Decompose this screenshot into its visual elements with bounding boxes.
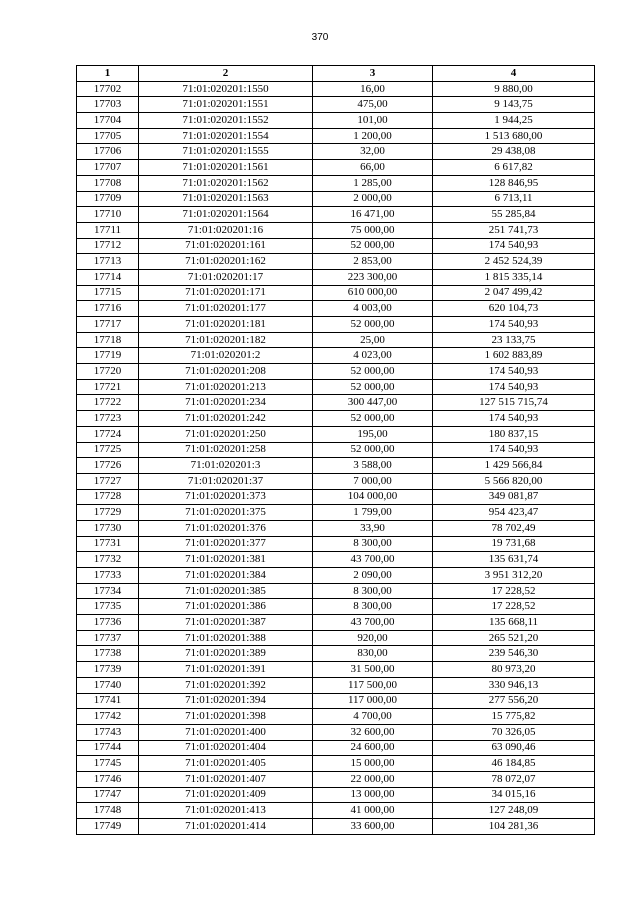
table-row	[77, 662, 595, 678]
row-number-cell: 17719	[77, 348, 139, 364]
cadastral-value-cell: 954 423,47	[433, 505, 595, 521]
column-header-4: 4	[433, 66, 595, 82]
cadastral-number-cell: 71:01:020201:387	[139, 615, 313, 631]
table-row	[77, 175, 595, 191]
cadastral-number-cell: 71:01:020201:377	[139, 536, 313, 552]
row-number-cell: 17743	[77, 724, 139, 740]
cadastral-number-cell: 71:01:020201:161	[139, 238, 313, 254]
cadastral-value-cell: 128 846,95	[433, 175, 595, 191]
row-number-cell: 17748	[77, 803, 139, 819]
page-number: 370	[311, 32, 329, 43]
area-cell: 195,00	[313, 426, 433, 442]
table-row	[77, 709, 595, 725]
column-header-2: 2	[139, 66, 313, 82]
cadastral-value-cell: 174 540,93	[433, 364, 595, 380]
cadastral-value-cell: 2 047 499,42	[433, 285, 595, 301]
area-cell: 2 090,00	[313, 568, 433, 584]
row-number-cell: 17749	[77, 819, 139, 835]
row-number-cell: 17737	[77, 630, 139, 646]
row-number-cell: 17741	[77, 693, 139, 709]
area-cell: 41 000,00	[313, 803, 433, 819]
cadastral-number-cell: 71:01:020201:2	[139, 348, 313, 364]
area-cell: 8 300,00	[313, 583, 433, 599]
area-cell: 4 003,00	[313, 301, 433, 317]
cadastral-number-cell: 71:01:020201:182	[139, 332, 313, 348]
cadastral-value-cell: 104 281,36	[433, 819, 595, 835]
table-row	[77, 568, 595, 584]
area-cell: 52 000,00	[313, 442, 433, 458]
area-cell: 52 000,00	[313, 238, 433, 254]
cadastral-number-cell: 71:01:020201:1564	[139, 207, 313, 223]
cadastral-value-cell: 15 775,82	[433, 709, 595, 725]
cadastral-value-cell: 251 741,73	[433, 222, 595, 238]
table-row	[77, 693, 595, 709]
cadastral-number-cell: 71:01:020201:389	[139, 646, 313, 662]
cadastral-value-cell: 1 429 566,84	[433, 458, 595, 474]
cadastral-value-cell: 78 702,49	[433, 520, 595, 536]
row-number-cell: 17725	[77, 442, 139, 458]
table-row	[77, 787, 595, 803]
area-cell: 3 588,00	[313, 458, 433, 474]
cadastral-value-cell: 9 880,00	[433, 81, 595, 97]
cadastral-value-cell: 17 228,52	[433, 583, 595, 599]
cadastral-value-cell: 19 731,68	[433, 536, 595, 552]
cadastral-value-cell: 277 556,20	[433, 693, 595, 709]
cadastral-value-cell: 135 668,11	[433, 615, 595, 631]
cadastral-number-cell: 71:01:020201:376	[139, 520, 313, 536]
cadastral-value-cell: 265 521,20	[433, 630, 595, 646]
row-number-cell: 17734	[77, 583, 139, 599]
row-number-cell: 17744	[77, 740, 139, 756]
cadastral-number-cell: 71:01:020201:375	[139, 505, 313, 521]
area-cell: 300 447,00	[313, 395, 433, 411]
table-row	[77, 191, 595, 207]
cadastral-number-cell: 71:01:020201:181	[139, 317, 313, 333]
cadastral-value-cell: 23 133,75	[433, 332, 595, 348]
cadastral-value-cell: 1 815 335,14	[433, 269, 595, 285]
row-number-cell: 17726	[77, 458, 139, 474]
row-number-cell: 17732	[77, 552, 139, 568]
table-row	[77, 395, 595, 411]
cadastral-value-cell: 127 515 715,74	[433, 395, 595, 411]
area-cell: 610 000,00	[313, 285, 433, 301]
row-number-cell: 17716	[77, 301, 139, 317]
area-cell: 4 700,00	[313, 709, 433, 725]
table-row	[77, 238, 595, 254]
cadastral-value-cell: 80 973,20	[433, 662, 595, 678]
cadastral-number-cell: 71:01:020201:384	[139, 568, 313, 584]
cadastral-value-cell: 17 228,52	[433, 599, 595, 615]
area-cell: 31 500,00	[313, 662, 433, 678]
cadastral-number-cell: 71:01:020201:1550	[139, 81, 313, 97]
cadastral-value-cell: 135 631,74	[433, 552, 595, 568]
cadastral-number-cell: 71:01:020201:407	[139, 771, 313, 787]
table-body	[77, 81, 595, 834]
area-cell: 33,90	[313, 520, 433, 536]
area-cell: 117 500,00	[313, 677, 433, 693]
row-number-cell: 17710	[77, 207, 139, 223]
table-row	[77, 113, 595, 129]
cadastral-number-cell: 71:01:020201:409	[139, 787, 313, 803]
cadastral-number-cell: 71:01:020201:177	[139, 301, 313, 317]
table-row	[77, 254, 595, 270]
cadastral-value-cell: 174 540,93	[433, 411, 595, 427]
area-cell: 920,00	[313, 630, 433, 646]
row-number-cell: 17717	[77, 317, 139, 333]
cadastral-value-cell: 174 540,93	[433, 379, 595, 395]
area-cell: 7 000,00	[313, 473, 433, 489]
table-row	[77, 411, 595, 427]
cadastral-number-cell: 71:01:020201:171	[139, 285, 313, 301]
table-row	[77, 756, 595, 772]
cadastral-number-cell: 71:01:020201:404	[139, 740, 313, 756]
cadastral-value-table	[76, 65, 595, 835]
cadastral-value-cell: 620 104,73	[433, 301, 595, 317]
cadastral-value-cell: 349 081,87	[433, 489, 595, 505]
area-cell: 22 000,00	[313, 771, 433, 787]
cadastral-number-cell: 71:01:020201:17	[139, 269, 313, 285]
cadastral-number-cell: 71:01:020201:3	[139, 458, 313, 474]
row-number-cell: 17721	[77, 379, 139, 395]
table-row	[77, 160, 595, 176]
row-number-cell: 17738	[77, 646, 139, 662]
table-row	[77, 473, 595, 489]
cadastral-value-cell: 9 143,75	[433, 97, 595, 113]
cadastral-number-cell: 71:01:020201:242	[139, 411, 313, 427]
row-number-cell: 17746	[77, 771, 139, 787]
area-cell: 32 600,00	[313, 724, 433, 740]
row-number-cell: 17720	[77, 364, 139, 380]
cadastral-number-cell: 71:01:020201:392	[139, 677, 313, 693]
row-number-cell: 17728	[77, 489, 139, 505]
row-number-cell: 17707	[77, 160, 139, 176]
table-row	[77, 803, 595, 819]
area-cell: 52 000,00	[313, 364, 433, 380]
area-cell: 66,00	[313, 160, 433, 176]
area-cell: 33 600,00	[313, 819, 433, 835]
row-number-cell: 17727	[77, 473, 139, 489]
area-cell: 52 000,00	[313, 379, 433, 395]
table-row	[77, 222, 595, 238]
cadastral-value-cell: 174 540,93	[433, 442, 595, 458]
area-cell: 104 000,00	[313, 489, 433, 505]
cadastral-number-cell: 71:01:020201:394	[139, 693, 313, 709]
area-cell: 4 023,00	[313, 348, 433, 364]
area-cell: 75 000,00	[313, 222, 433, 238]
table-row	[77, 489, 595, 505]
cadastral-number-cell: 71:01:020201:381	[139, 552, 313, 568]
cadastral-number-cell: 71:01:020201:258	[139, 442, 313, 458]
table-row	[77, 97, 595, 113]
row-number-cell: 17705	[77, 128, 139, 144]
row-number-cell: 17740	[77, 677, 139, 693]
cadastral-value-cell: 2 452 524,39	[433, 254, 595, 270]
area-cell: 117 000,00	[313, 693, 433, 709]
cadastral-number-cell: 71:01:020201:405	[139, 756, 313, 772]
table-row	[77, 505, 595, 521]
table-row	[77, 615, 595, 631]
cadastral-value-cell: 78 072,07	[433, 771, 595, 787]
table-row	[77, 552, 595, 568]
row-number-cell: 17718	[77, 332, 139, 348]
row-number-cell: 17745	[77, 756, 139, 772]
cadastral-number-cell: 71:01:020201:1563	[139, 191, 313, 207]
cadastral-number-cell: 71:01:020201:208	[139, 364, 313, 380]
cadastral-value-cell: 3 951 312,20	[433, 568, 595, 584]
cadastral-value-cell: 174 540,93	[433, 317, 595, 333]
area-cell: 475,00	[313, 97, 433, 113]
cadastral-value-cell: 6 617,82	[433, 160, 595, 176]
row-number-cell: 17714	[77, 269, 139, 285]
area-cell: 16,00	[313, 81, 433, 97]
cadastral-value-cell: 239 546,30	[433, 646, 595, 662]
cadastral-number-cell: 71:01:020201:398	[139, 709, 313, 725]
cadastral-number-cell: 71:01:020201:213	[139, 379, 313, 395]
area-cell: 16 471,00	[313, 207, 433, 223]
table-row	[77, 458, 595, 474]
cadastral-number-cell: 71:01:020201:1555	[139, 144, 313, 160]
cadastral-value-cell: 46 184,85	[433, 756, 595, 772]
cadastral-number-cell: 71:01:020201:162	[139, 254, 313, 270]
row-number-cell: 17702	[77, 81, 139, 97]
area-cell: 24 600,00	[313, 740, 433, 756]
row-number-cell: 17739	[77, 662, 139, 678]
table-row	[77, 583, 595, 599]
area-cell: 52 000,00	[313, 411, 433, 427]
table-row	[77, 442, 595, 458]
row-number-cell: 17704	[77, 113, 139, 129]
cadastral-value-cell: 6 713,11	[433, 191, 595, 207]
table-row	[77, 819, 595, 835]
cadastral-number-cell: 71:01:020201:16	[139, 222, 313, 238]
cadastral-number-cell: 71:01:020201:234	[139, 395, 313, 411]
cadastral-number-cell: 71:01:020201:1562	[139, 175, 313, 191]
area-cell: 8 300,00	[313, 599, 433, 615]
row-number-cell: 17742	[77, 709, 139, 725]
cadastral-number-cell: 71:01:020201:385	[139, 583, 313, 599]
area-cell: 43 700,00	[313, 552, 433, 568]
cadastral-value-cell: 63 090,46	[433, 740, 595, 756]
table-row	[77, 317, 595, 333]
table-row	[77, 646, 595, 662]
row-number-cell: 17709	[77, 191, 139, 207]
column-header-1: 1	[77, 66, 139, 82]
row-number-cell: 17712	[77, 238, 139, 254]
row-number-cell: 17736	[77, 615, 139, 631]
cadastral-number-cell: 71:01:020201:414	[139, 819, 313, 835]
table-row	[77, 348, 595, 364]
area-cell: 1 200,00	[313, 128, 433, 144]
area-cell: 32,00	[313, 144, 433, 160]
cadastral-value-cell: 29 438,08	[433, 144, 595, 160]
row-number-cell: 17730	[77, 520, 139, 536]
area-cell: 1 799,00	[313, 505, 433, 521]
table-row	[77, 364, 595, 380]
row-number-cell: 17703	[77, 97, 139, 113]
cadastral-value-cell: 180 837,15	[433, 426, 595, 442]
row-number-cell: 17729	[77, 505, 139, 521]
row-number-cell: 17733	[77, 568, 139, 584]
cadastral-number-cell: 71:01:020201:37	[139, 473, 313, 489]
table-row	[77, 426, 595, 442]
cadastral-number-cell: 71:01:020201:1554	[139, 128, 313, 144]
cadastral-number-cell: 71:01:020201:386	[139, 599, 313, 615]
cadastral-value-cell: 5 566 820,00	[433, 473, 595, 489]
row-number-cell: 17722	[77, 395, 139, 411]
cadastral-number-cell: 71:01:020201:250	[139, 426, 313, 442]
row-number-cell: 17715	[77, 285, 139, 301]
area-cell: 25,00	[313, 332, 433, 348]
table-row	[77, 536, 595, 552]
area-cell: 52 000,00	[313, 317, 433, 333]
table-row	[77, 771, 595, 787]
area-cell: 830,00	[313, 646, 433, 662]
table-row	[77, 144, 595, 160]
row-number-cell: 17747	[77, 787, 139, 803]
area-cell: 43 700,00	[313, 615, 433, 631]
cadastral-number-cell: 71:01:020201:373	[139, 489, 313, 505]
row-number-cell: 17723	[77, 411, 139, 427]
table-row	[77, 207, 595, 223]
table-row	[77, 379, 595, 395]
table-row	[77, 677, 595, 693]
area-cell: 2 853,00	[313, 254, 433, 270]
row-number-cell: 17711	[77, 222, 139, 238]
column-header-3: 3	[313, 66, 433, 82]
cadastral-value-cell: 1 513 680,00	[433, 128, 595, 144]
cadastral-value-cell: 34 015,16	[433, 787, 595, 803]
cadastral-value-cell: 1 602 883,89	[433, 348, 595, 364]
table-row	[77, 128, 595, 144]
cadastral-value-cell: 127 248,09	[433, 803, 595, 819]
cadastral-number-cell: 71:01:020201:1561	[139, 160, 313, 176]
table-row	[77, 630, 595, 646]
area-cell: 1 285,00	[313, 175, 433, 191]
table-row	[77, 285, 595, 301]
cadastral-value-cell: 174 540,93	[433, 238, 595, 254]
cadastral-number-cell: 71:01:020201:1552	[139, 113, 313, 129]
table-row	[77, 332, 595, 348]
table-row	[77, 740, 595, 756]
area-cell: 223 300,00	[313, 269, 433, 285]
row-number-cell: 17735	[77, 599, 139, 615]
table-header-row	[77, 66, 595, 82]
cadastral-number-cell: 71:01:020201:388	[139, 630, 313, 646]
row-number-cell: 17708	[77, 175, 139, 191]
cadastral-number-cell: 71:01:020201:1551	[139, 97, 313, 113]
table-row	[77, 81, 595, 97]
cadastral-number-cell: 71:01:020201:391	[139, 662, 313, 678]
table-row	[77, 269, 595, 285]
area-cell: 101,00	[313, 113, 433, 129]
table-row	[77, 520, 595, 536]
row-number-cell: 17713	[77, 254, 139, 270]
row-number-cell: 17731	[77, 536, 139, 552]
row-number-cell: 17724	[77, 426, 139, 442]
area-cell: 15 000,00	[313, 756, 433, 772]
cadastral-number-cell: 71:01:020201:400	[139, 724, 313, 740]
area-cell: 13 000,00	[313, 787, 433, 803]
table-row	[77, 599, 595, 615]
cadastral-value-cell: 55 285,84	[433, 207, 595, 223]
table-row	[77, 724, 595, 740]
area-cell: 2 000,00	[313, 191, 433, 207]
area-cell: 8 300,00	[313, 536, 433, 552]
cadastral-value-cell: 70 326,05	[433, 724, 595, 740]
row-number-cell: 17706	[77, 144, 139, 160]
cadastral-number-cell: 71:01:020201:413	[139, 803, 313, 819]
cadastral-value-cell: 1 944,25	[433, 113, 595, 129]
cadastral-value-cell: 330 946,13	[433, 677, 595, 693]
table-row	[77, 301, 595, 317]
